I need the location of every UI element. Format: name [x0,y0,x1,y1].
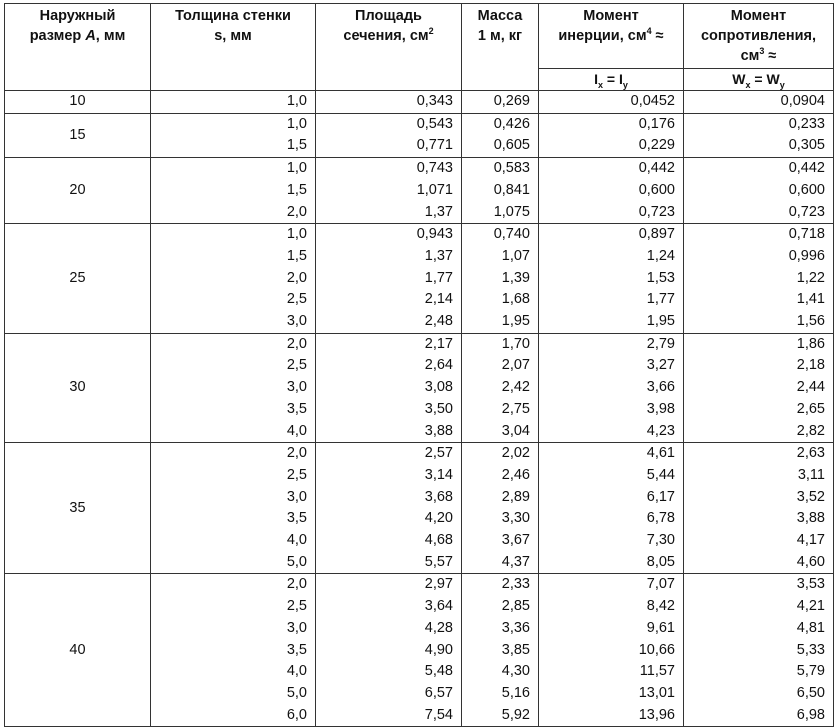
wall-thickness-cell: 2,0 [151,443,316,465]
table-row [5,158,834,180]
header-area-sup: 2 [428,26,434,37]
header-wy-letter: W [766,71,780,87]
inertia-cell: 3,66 [539,377,684,399]
header-resistance [684,4,834,69]
inertia-cell: 3,98 [539,399,684,421]
area-cell: 3,08 [316,377,462,399]
wall-thickness-cell: 3,0 [151,311,316,333]
header-inertia-axes [539,69,684,91]
area-cell: 2,14 [316,289,462,311]
table-row [5,224,834,246]
mass-cell: 0,269 [462,91,539,114]
area-cell: 2,57 [316,443,462,465]
resistance-cell: 0,718 [684,224,834,246]
inertia-cell: 0,600 [539,180,684,202]
mass-cell: 1,07 [462,246,539,268]
mass-cell: 1,70 [462,333,539,355]
wall-thickness-cell: 3,0 [151,618,316,640]
header-mass-line2: 1 м, кг [477,28,523,44]
area-cell: 4,28 [316,618,462,640]
mass-cell: 0,740 [462,224,539,246]
inertia-cell: 11,57 [539,661,684,683]
mass-cell: 4,37 [462,552,539,574]
resistance-cell: 0,723 [684,202,834,224]
header-inertia-line2: инерции, см [558,28,647,44]
header-size-line2-suffix: , мм [95,28,126,44]
table-row [5,113,834,135]
area-cell: 3,68 [316,487,462,509]
area-cell: 0,543 [316,113,462,135]
wall-thickness-cell: 3,5 [151,399,316,421]
mass-cell: 2,85 [462,596,539,618]
header-wall-thickness [151,4,316,91]
header-outer-size [5,4,151,91]
wall-thickness-cell: 2,0 [151,574,316,596]
mass-cell: 2,75 [462,399,539,421]
outer-size-cell: 30 [5,333,151,443]
resistance-cell: 4,21 [684,596,834,618]
mass-cell: 1,68 [462,289,539,311]
area-cell: 6,57 [316,683,462,705]
resistance-cell: 0,600 [684,180,834,202]
header-ix-letter: I [594,71,598,87]
mass-cell: 3,36 [462,618,539,640]
mass-cell: 1,39 [462,268,539,290]
inertia-cell: 6,78 [539,508,684,530]
area-cell: 1,071 [316,180,462,202]
resistance-cell: 0,233 [684,113,834,135]
resistance-cell: 4,60 [684,552,834,574]
wall-thickness-cell: 1,0 [151,113,316,135]
wall-thickness-cell: 2,0 [151,202,316,224]
wall-thickness-cell: 1,5 [151,135,316,157]
header-inertia-sup: 4 [646,26,652,37]
resistance-cell: 0,0904 [684,91,834,114]
inertia-cell: 13,96 [539,705,684,727]
mass-cell: 2,33 [462,574,539,596]
header-resistance-approx: ≈ [764,48,777,64]
wall-thickness-cell: 4,0 [151,661,316,683]
wall-thickness-cell: 2,0 [151,268,316,290]
mass-cell: 3,30 [462,508,539,530]
outer-size-cell: 20 [5,158,151,224]
mass-cell: 2,07 [462,355,539,377]
table-row [5,574,834,596]
inertia-cell: 8,05 [539,552,684,574]
area-cell: 0,771 [316,135,462,157]
inertia-cell: 6,17 [539,487,684,509]
resistance-cell: 3,53 [684,574,834,596]
mass-cell: 2,02 [462,443,539,465]
mass-cell: 5,92 [462,705,539,727]
resistance-cell: 1,56 [684,311,834,333]
area-cell: 0,743 [316,158,462,180]
header-inertia-eq: = [603,71,619,87]
inertia-cell: 2,79 [539,333,684,355]
mass-cell: 0,426 [462,113,539,135]
wall-thickness-cell: 3,5 [151,508,316,530]
resistance-cell: 1,22 [684,268,834,290]
outer-size-cell: 40 [5,574,151,727]
table-row [5,443,834,465]
header-size-var: A [85,28,96,44]
area-cell: 5,48 [316,661,462,683]
resistance-cell: 5,79 [684,661,834,683]
header-ix-sub: x [598,79,604,90]
resistance-cell: 3,52 [684,487,834,509]
inertia-cell: 4,23 [539,421,684,443]
area-cell: 2,97 [316,574,462,596]
area-cell: 5,57 [316,552,462,574]
inertia-cell: 3,27 [539,355,684,377]
area-cell: 4,90 [316,640,462,662]
inertia-cell: 1,95 [539,311,684,333]
header-resistance-line1: Момент [730,8,787,24]
inertia-cell: 7,07 [539,574,684,596]
inertia-cell: 5,44 [539,465,684,487]
resistance-cell: 5,33 [684,640,834,662]
inertia-cell: 4,61 [539,443,684,465]
header-wx-sub: x [745,79,751,90]
wall-thickness-cell: 5,0 [151,552,316,574]
outer-size-cell: 35 [5,443,151,574]
header-inertia-line1: Момент [583,8,639,24]
area-cell: 3,50 [316,399,462,421]
wall-thickness-cell: 1,0 [151,91,316,114]
resistance-cell: 2,82 [684,421,834,443]
area-cell: 4,20 [316,508,462,530]
table-row [5,91,834,114]
mass-cell: 1,95 [462,311,539,333]
header-mass [462,4,539,91]
header-size-line2-prefix: размер [29,28,86,44]
header-inertia-approx: ≈ [651,28,664,44]
outer-size-cell: 10 [5,91,151,114]
header-section-area [316,4,462,91]
wall-thickness-cell: 2,5 [151,355,316,377]
inertia-cell: 8,42 [539,596,684,618]
inertia-cell: 0,229 [539,135,684,157]
mass-cell: 2,42 [462,377,539,399]
area-cell: 2,64 [316,355,462,377]
resistance-cell: 6,50 [684,683,834,705]
wall-thickness-cell: 3,0 [151,487,316,509]
header-resistance-sup: 3 [759,46,765,57]
mass-cell: 0,605 [462,135,539,157]
mass-cell: 4,30 [462,661,539,683]
wall-thickness-cell: 3,0 [151,377,316,399]
square-tube-table [4,3,834,727]
header-wy-sub: y [779,79,785,90]
inertia-cell: 0,897 [539,224,684,246]
mass-cell: 1,075 [462,202,539,224]
resistance-cell: 4,81 [684,618,834,640]
header-area-line1: Площадь [355,8,422,24]
inertia-cell: 0,176 [539,113,684,135]
table-row [5,333,834,355]
wall-thickness-cell: 1,5 [151,246,316,268]
inertia-cell: 7,30 [539,530,684,552]
header-inertia [539,4,684,69]
header-wall-line1: Толщина стенки [175,8,291,24]
header-area-line2: сечения, см [343,28,429,44]
wall-thickness-cell: 6,0 [151,705,316,727]
area-cell: 4,68 [316,530,462,552]
wall-thickness-cell: 2,5 [151,465,316,487]
mass-cell: 3,67 [462,530,539,552]
wall-thickness-cell: 4,0 [151,530,316,552]
inertia-cell: 10,66 [539,640,684,662]
wall-thickness-cell: 2,5 [151,289,316,311]
mass-cell: 5,16 [462,683,539,705]
outer-size-cell: 25 [5,224,151,334]
resistance-cell: 2,65 [684,399,834,421]
resistance-cell: 2,18 [684,355,834,377]
area-cell: 0,943 [316,224,462,246]
resistance-cell: 1,41 [684,289,834,311]
area-cell: 7,54 [316,705,462,727]
mass-cell: 2,46 [462,465,539,487]
resistance-cell: 1,86 [684,333,834,355]
header-resist-eq: = [750,71,767,87]
area-cell: 1,37 [316,202,462,224]
inertia-cell: 0,442 [539,158,684,180]
mass-cell: 2,89 [462,487,539,509]
inertia-cell: 9,61 [539,618,684,640]
resistance-cell: 2,44 [684,377,834,399]
wall-thickness-cell: 1,5 [151,180,316,202]
resistance-cell: 2,63 [684,443,834,465]
resistance-cell: 3,11 [684,465,834,487]
wall-thickness-cell: 1,0 [151,224,316,246]
inertia-cell: 1,53 [539,268,684,290]
header-resistance-axes [684,69,834,91]
resistance-cell: 0,442 [684,158,834,180]
area-cell: 3,14 [316,465,462,487]
wall-thickness-cell: 1,0 [151,158,316,180]
inertia-cell: 1,77 [539,289,684,311]
wall-thickness-cell: 2,5 [151,596,316,618]
area-cell: 3,64 [316,596,462,618]
area-cell: 3,88 [316,421,462,443]
resistance-cell: 4,17 [684,530,834,552]
table-body [5,91,834,727]
area-cell: 1,77 [316,268,462,290]
mass-cell: 0,841 [462,180,539,202]
header-iy-letter: I [618,71,623,87]
inertia-cell: 13,01 [539,683,684,705]
profile-table-container [4,3,833,727]
outer-size-cell: 15 [5,113,151,157]
header-wall-line2: s, мм [214,28,252,44]
wall-thickness-cell: 2,0 [151,333,316,355]
wall-thickness-cell: 3,5 [151,640,316,662]
mass-cell: 3,04 [462,421,539,443]
area-cell: 2,17 [316,333,462,355]
resistance-cell: 0,996 [684,246,834,268]
inertia-cell: 0,723 [539,202,684,224]
header-resistance-line3: см [740,48,760,64]
mass-cell: 3,85 [462,640,539,662]
resistance-cell: 6,98 [684,705,834,727]
inertia-cell: 0,0452 [539,91,684,114]
inertia-cell: 1,24 [539,246,684,268]
area-cell: 0,343 [316,91,462,114]
header-iy-sub: y [622,79,628,90]
header-wx-letter: W [732,71,746,87]
wall-thickness-cell: 5,0 [151,683,316,705]
header-resistance-line2: сопротивления, [700,28,817,44]
area-cell: 1,37 [316,246,462,268]
area-cell: 2,48 [316,311,462,333]
resistance-cell: 0,305 [684,135,834,157]
resistance-cell: 3,88 [684,508,834,530]
wall-thickness-cell: 4,0 [151,421,316,443]
header-mass-line1: Масса [477,8,523,24]
mass-cell: 0,583 [462,158,539,180]
table-header [5,4,834,91]
header-size-line1: Наружный [39,8,116,24]
